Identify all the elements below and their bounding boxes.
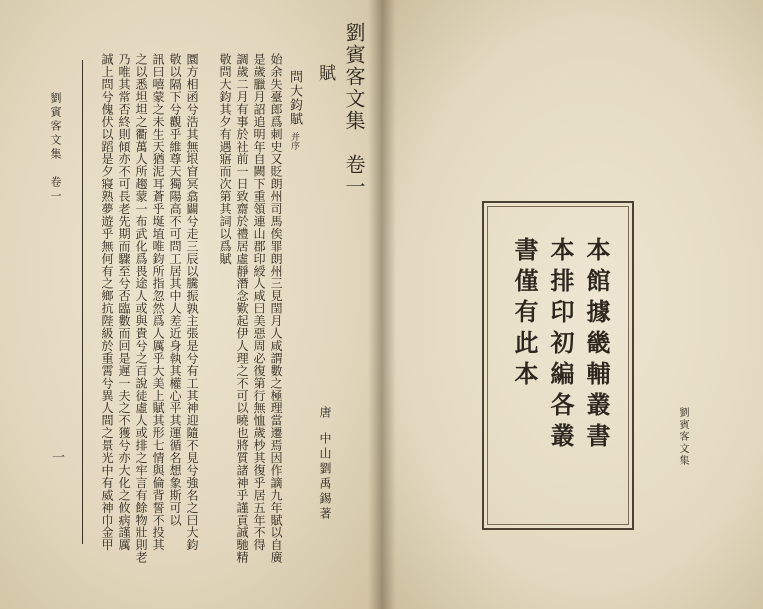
running-head-rule: [82, 60, 83, 544]
author-dynasty: 唐: [318, 406, 332, 421]
running-head: 劉賓客文集 卷一: [49, 92, 62, 204]
text-column: 圜方相函兮浩其無垠窅冥翕闢兮走三辰以騰振孰主張是兮有工其神迎隨不見兮強名之曰大鈞: [185, 53, 200, 551]
spine-label: 劉賓客文集: [677, 407, 688, 467]
publisher-note-line: 本排印初編各叢: [546, 237, 575, 454]
text-column: 之以悉坦坦之衢萬人所趨蒙一布武化爲畏途人或與貴兮之百說徒虛人或排之牢言有餘物壯則老: [134, 53, 149, 564]
volume-title: 劉賓客文集 卷一: [342, 22, 366, 198]
piece-title-text: 問大鈞賦: [287, 70, 302, 126]
text-column: 誠上問兮傀伏以蹈是夕寢熟夢遊乎無何有之鄉抗陛級於重霄兮異人間之景光中有威神巾金甲: [100, 53, 115, 551]
text-column: 乃唯其常否終則傾亦不可長老先期而驟至兮否臨數而回是遲一夫之不獲兮亦大化之攸病謹厲: [117, 53, 132, 551]
piece-title: [288, 70, 301, 150]
piece-title-note: 并序: [289, 132, 299, 150]
publisher-note-line: 本館據畿輔叢書: [582, 237, 611, 454]
author-name: 中山劉禹錫著: [318, 432, 332, 522]
text-column: 是歲臘月詔追明年自闕下重領連山郡印綬人咸曰美惡周必復第行無恤歲杪其復乎居五年不得: [252, 53, 267, 551]
book-gutter: [368, 0, 396, 609]
text-column: 敬問大鈞其夕有遇寤而次第其詞以爲賦: [218, 53, 233, 265]
page-number: 一: [49, 450, 64, 463]
text-column: 敬以隔下兮觀乎維尊天獨陽高不可問工居其中人差近身執其權心平其運循名想象斯可以: [168, 53, 183, 527]
text-column: 調歲二月有事於社前一日致齋於禮居虛靜潛念歎起伊人理之不可以曉也將質諸神乎謹貢誠馳精: [235, 53, 250, 564]
section-heading: 賦: [315, 64, 335, 81]
publisher-note-line: 書僅有此本: [510, 237, 539, 392]
text-column: 始余失臺郎爲刺史又貶朗州司馬俟罪朗州三見閏月人咸謂數之極理當遷焉因作謫九年賦以自廣: [269, 53, 284, 564]
text-column: 訊曰嘻蒙之未生天猶泥耳蒼乎埏埴唯鈞所指忽然爲人厲乎大美上賦其形七情與倫背誓不投其: [151, 53, 166, 551]
